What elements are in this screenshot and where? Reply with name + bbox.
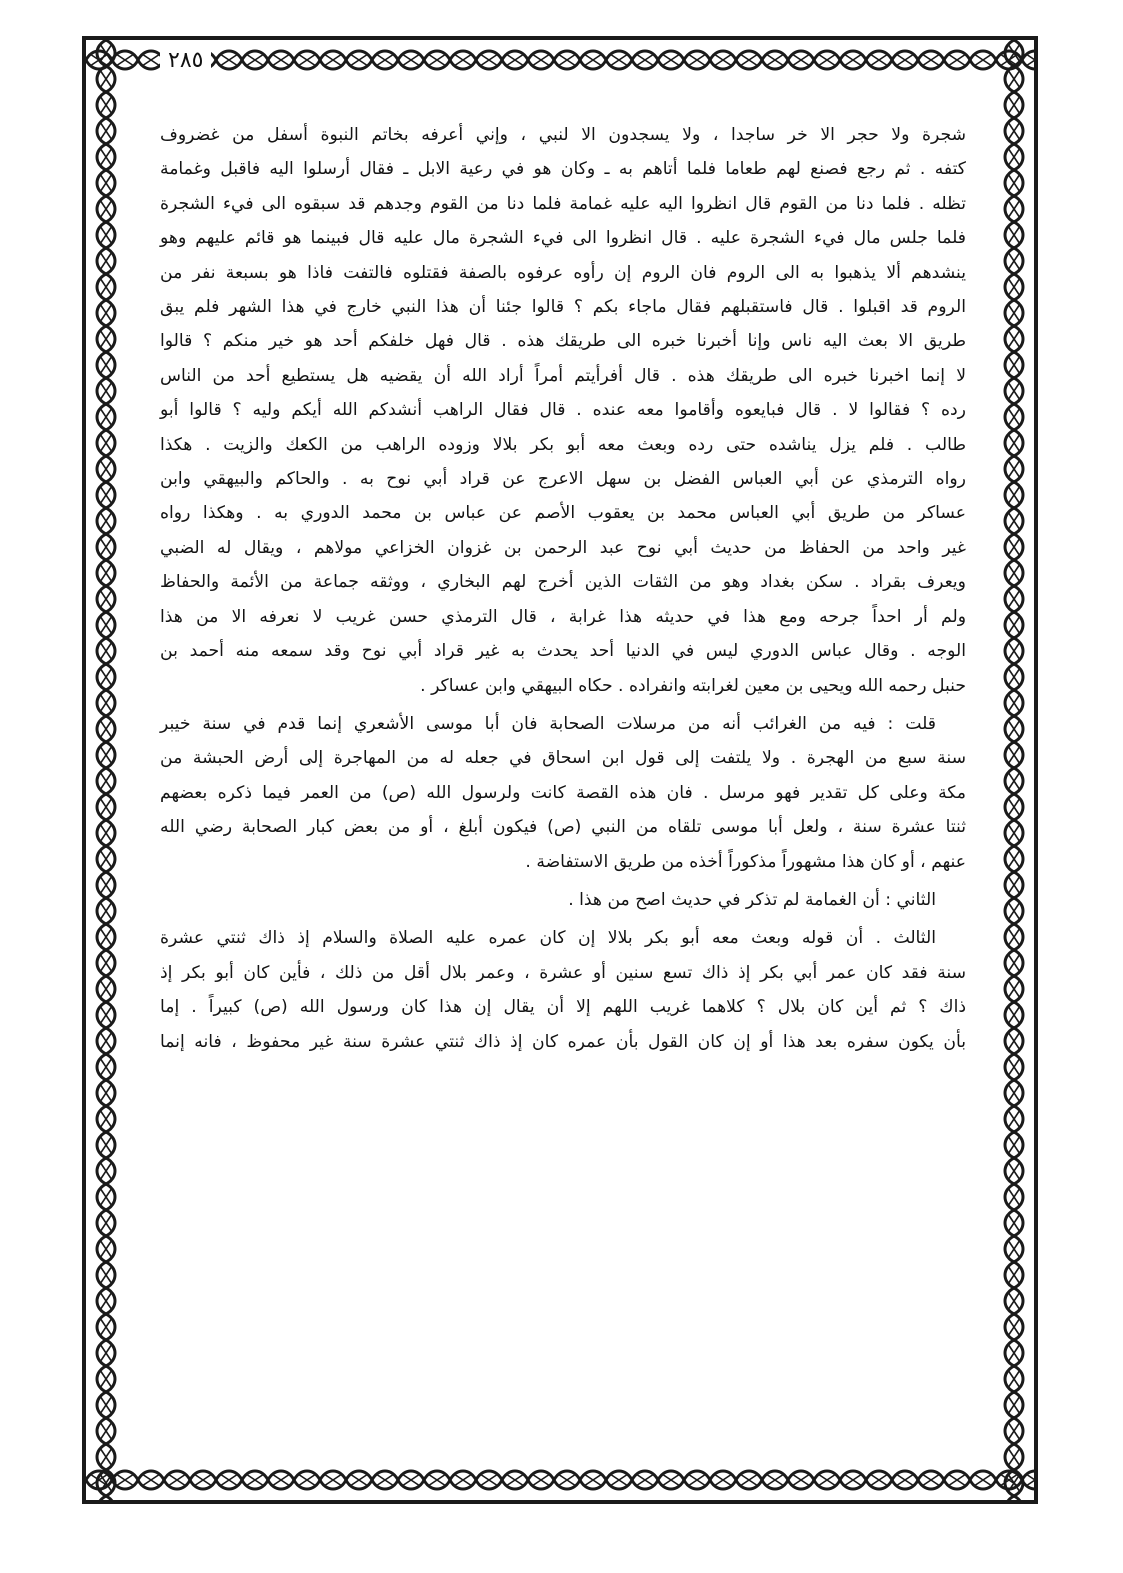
text-line: لا إنما اخبرنا خبره الى طريقك هذه . قال أفرأيتم أمراً أراد الله أن يقضيه هل يستطيع أحد من الناس xyxy=(160,365,966,386)
text-line: الثالث . أن قوله وبعث معه أبو بكر بلالا إن كان عمره عليه الصلاة والسلام إذ ذاك ثنتي عشرة xyxy=(160,928,936,949)
text-line: عساكر من طريق أبي العباس محمد بن يعقوب الأصم عن عباس بن محمد الدوري به . وهكذا رواه xyxy=(160,503,966,524)
text-line: قلت : فيه من الغرائب أنه من مرسلات الصحابة فان أبا موسى الأشعري إنما قدم في سنة خيبر xyxy=(160,713,936,734)
ornament-chain-bottom xyxy=(86,1460,1034,1500)
text-line: ثنتا عشرة سنة ، ولعل أبا موسى تلقاه من النبي (ص) فيكون أبلغ ، أو من بعض كبار الصحابة رضي الله xyxy=(160,817,966,838)
text-line: ذاك ؟ ثم أين كان بلال ؟ كلاهما غريب اللهم إلا أن يقال إن هذا كان ورسول الله (ص) كبيراً . إما xyxy=(160,997,966,1018)
text-line: سنة سبع من الهجرة . ولا يلتفت إلى قول ابن اسحاق في جعله له من المهاجرة إلى أرض الحبشة من xyxy=(160,748,966,769)
text-line: فلما جلس مال فيء الشجرة عليه . قال انظروا الى فيء الشجرة مال عليه قال فبينما هو قائم عليهم وهو xyxy=(160,228,966,249)
text-line: تظله . فلما دنا من القوم قال انظروا اليه عليه غمامة فلما دنا من القوم وجدهم قد سبقوه الى فيء الشجرة xyxy=(160,193,966,214)
text-line: طريق الا بعث اليه ناس وإنا أخبرنا خبره الى طريقك هذه . قال فهل خلفكم أحد هو خير منكم ؟ قالوا xyxy=(160,331,966,352)
text-line: الثاني : أن الغمامة لم تذكر في حديث اصح من هذا . xyxy=(568,889,936,910)
text-line: ينشدهم ألا يذهبوا به الى الروم فان الروم إن رأوه عرفوه بالصفة فقتلوه فالتفت فاذا هو بسبعة نفر من xyxy=(160,262,966,283)
text-line: رواه الترمذي عن أبي العباس الفضل بن سهل الاعرج عن قراد أبي نوح به . والحاكم والبيهقي وابن xyxy=(160,469,966,490)
text-line: حنبل رحمه الله ويحيى بن معين لغرابته وانفراده . حكاه البيهقي وابن عساكر . xyxy=(420,675,966,696)
page-number: ٢٨٥ xyxy=(160,48,211,74)
text-line: عنهم ، أو كان هذا مشهوراً مذكوراً أخذه من طريق الاستفاضة . xyxy=(525,851,966,872)
text-line: طالب . فلم يزل يناشده حتى رده وبعث معه أبو بكر بلالا وزوده الراهب من الكعك والزيت . هكذا xyxy=(160,434,966,455)
ornament-chain-right xyxy=(994,40,1034,1500)
ornament-chain-top xyxy=(86,40,1034,80)
text-line: ويعرف بقراد . سكن بغداد وهو من الثقات الذين أخرج لهم البخاري ، ووثقه جماعة من الأئمة والحفاظ xyxy=(160,572,966,593)
page-body-text xyxy=(160,118,966,1448)
text-line: غير واحد من الحفاظ من حديث أبي نوح عبد الرحمن بن غزوان الخزاعي مولاهم ، ويقال له الضبي xyxy=(160,537,966,558)
text-line: كتفه . ثم رجع فصنع لهم طعاما فلما أتاهم به ـ وكان هو في رعية الابل ـ فقال أرسلوا اليه فاقبل وغمامة xyxy=(160,159,966,180)
text-line: رده ؟ فقالوا لا . قال فبايعوه وأقاموا معه عنده . قال فقال الراهب أنشدكم الله أيكم وليه ؟ قالوا أبو xyxy=(160,400,966,421)
text-line: شجرة ولا حجر الا خر ساجدا ، ولا يسجدون الا لنبي ، وإني أعرفه بخاتم النبوة أسفل من غضروف xyxy=(160,125,966,145)
text-line: بأن يكون سفره بعد هذا أو إن كان القول بأن عمره كان إذ ذاك ثنتي عشرة سنة غير محفوظ ، فانه إنما xyxy=(160,1031,966,1052)
ornament-chain-left xyxy=(86,40,126,1500)
text-line: الروم قد اقبلوا . قال فاستقبلهم فقال ماجاء بكم ؟ قالوا جئنا أن هذا النبي خارج في هذا الشهر فلم يبق xyxy=(160,297,966,318)
text-line: مكة وعلى كل تقدير فهو مرسل . فان هذه القصة كانت ولرسول الله (ص) من العمر فيما ذكره بعضهم xyxy=(160,782,966,803)
text-line: الوجه . وقال عباس الدوري ليس في الدنيا أحد يحدث به غير قراد أبي نوح وقد سمعه منه أحمد بن xyxy=(160,641,966,662)
text-line: سنة فقد كان عمر أبي بكر إذ ذاك تسع سنين أو عشرة ، وعمر بلال أقل من ذلك ، فأين كان أبو بكر إذ xyxy=(160,962,966,983)
text-line: ولم أر احداً جرحه ومع هذا في حديثه هذا غرابة ، قال الترمذي حسن غريب لا نعرفه الا من هذا xyxy=(160,606,966,627)
